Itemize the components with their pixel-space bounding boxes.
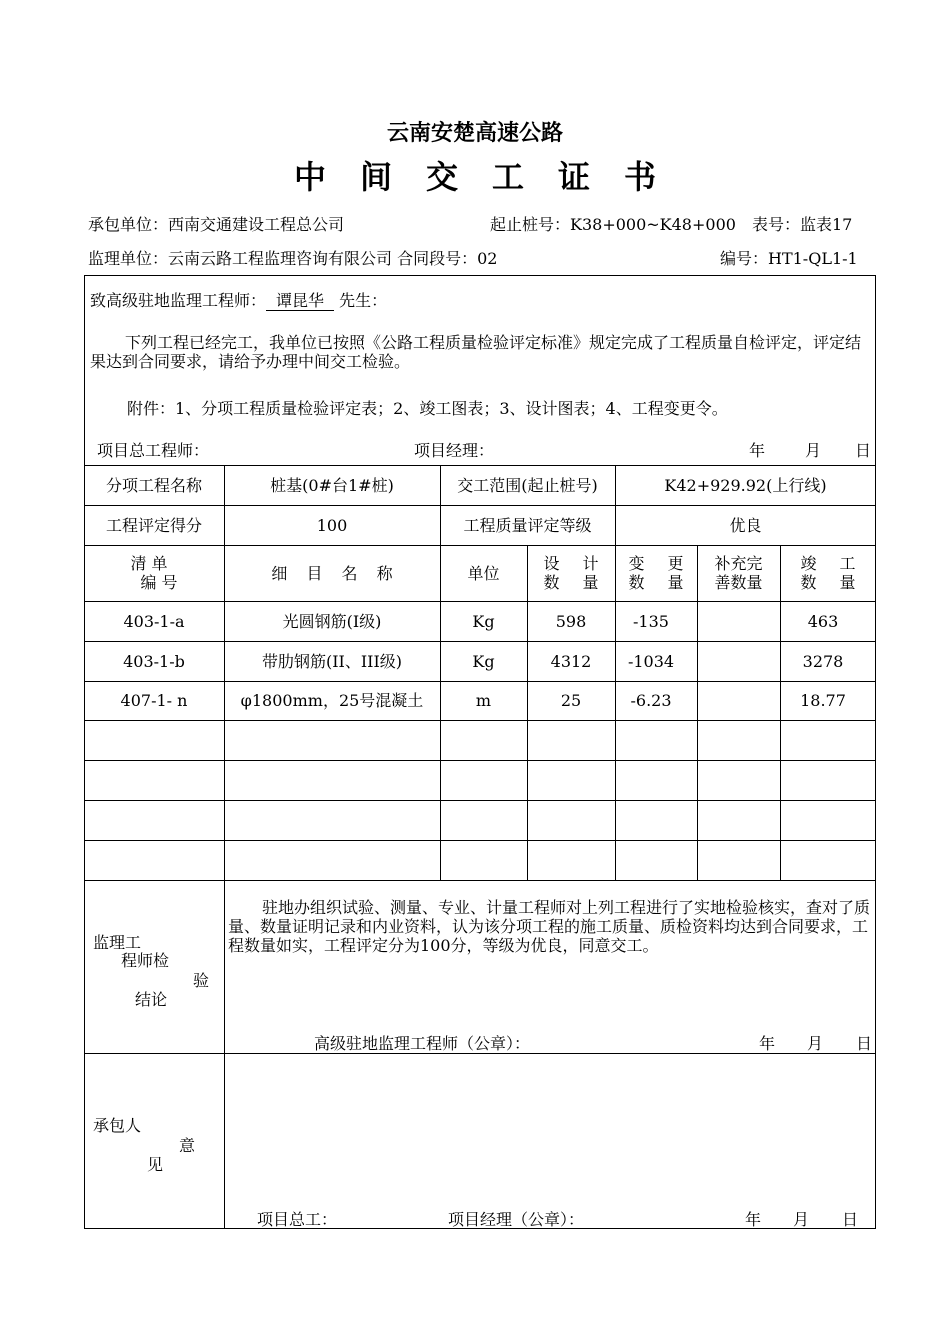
date-month: 月 — [805, 441, 822, 460]
row1-final: 463 — [807, 611, 839, 631]
contractor-date-day: 日 — [842, 1210, 859, 1229]
supervision-date-day: 日 — [856, 1034, 873, 1053]
grade-value: 优良 — [729, 515, 762, 535]
chief-engineer-label: 项目总工程师： — [97, 441, 210, 460]
row2-change: -1034 — [627, 651, 675, 671]
row2-design: 4312 — [550, 651, 592, 671]
divider — [84, 760, 876, 761]
col-header-code: 清 单 编 号 — [130, 554, 178, 592]
supervisor-unit: 监理单位：云南云路工程监理咨询有限公司 合同段号：02 — [88, 249, 498, 268]
row2-final: 3278 — [802, 651, 844, 671]
range-value: K42+929.92(上行线) — [664, 475, 827, 495]
supervision-label-1: 监理工 — [93, 933, 142, 952]
divider — [84, 880, 876, 881]
salutation — [90, 288, 387, 311]
stake-range: 起止桩号：K38+000~K48+000 — [490, 215, 736, 234]
row1-code: 403-1-a — [123, 611, 185, 631]
col-header-change: 变 更 数 量 — [628, 554, 684, 592]
row3-supplement — [697, 681, 780, 720]
date-year: 年 — [749, 441, 766, 460]
row2-supplement — [697, 641, 780, 681]
salutation-suffix: 先生： — [339, 291, 388, 310]
col-header-unit: 单位 — [467, 563, 500, 583]
row3-name: φ1800mm，25号混凝土 — [240, 691, 424, 710]
col-header-design: 设 计 数 量 — [543, 554, 599, 592]
supervision-label-2: 程师检 — [121, 951, 170, 970]
row1-design: 598 — [555, 611, 587, 631]
supervision-body: 驻地办组织试验、测量、专业、计量工程师对上列工程进行了实地检验核实，查对了质量、数量证明记录和内业资料，认为该分项工程的施工质量、质检资料均达到合同要求，工程数量如实，工程评定分为100分，等级为优良，同意交工。 — [228, 898, 871, 955]
contractor-label-1: 承包人 — [93, 1116, 142, 1135]
salutation-prefix: 致高级驻地监理工程师： — [90, 291, 267, 310]
row3-change: -6.23 — [630, 691, 672, 710]
supervision-signer: 高级驻地监理工程师（公章）： — [314, 1034, 531, 1053]
divider — [84, 840, 876, 841]
row2-unit: Kg — [472, 651, 495, 671]
row3-final: 18.77 — [800, 691, 846, 710]
supervision-date-year: 年 — [759, 1034, 776, 1053]
certificate-title: 中间交工证书 — [293, 158, 690, 196]
contractor-date-year: 年 — [745, 1210, 762, 1229]
row1-unit: Kg — [472, 611, 495, 631]
item-name-label: 分项工程名称 — [105, 475, 202, 495]
supervision-label-3: 验 — [193, 971, 210, 990]
page-title: 云南安楚高速公路 — [386, 120, 563, 146]
contractor-manager-label: 项目经理（公章）： — [448, 1210, 585, 1229]
row2-name: 带肋钢筋(II、III级) — [261, 651, 403, 671]
item-name-value: 桩基(0#台1#桩) — [270, 475, 394, 495]
col-header-name: 细 目 名 称 — [271, 563, 393, 583]
row1-change: -135 — [633, 611, 669, 631]
supervision-date-month: 月 — [807, 1034, 824, 1053]
supervision-label-4: 结论 — [135, 990, 168, 1009]
engineer-name: 谭昆华 — [266, 291, 334, 311]
letter-body: 下列工程已经完工，我单位已按照《公路工程质量检验评定标准》规定完成了工程质量自检评定，评定结果达到合同要求，请给予办理中间交工检验。 — [90, 333, 862, 371]
project-manager-label: 项目经理： — [414, 441, 495, 460]
divider — [84, 800, 876, 801]
serial-number: 编号：HT1-QL1-1 — [720, 249, 858, 268]
divider — [84, 720, 876, 721]
col-header-supplement: 补充完 善数量 — [714, 554, 763, 592]
row3-code: 407-1- n — [120, 691, 188, 710]
contractor-label-3: 见 — [147, 1155, 164, 1174]
row3-unit: m — [475, 691, 492, 710]
row1-supplement — [697, 601, 780, 641]
row3-design: 25 — [560, 691, 582, 710]
col-header-final: 竣 工 数 量 — [800, 554, 856, 592]
grade-label: 工程质量评定等级 — [463, 515, 592, 535]
date-day: 日 — [855, 441, 872, 460]
contractor-label-2: 意 — [179, 1136, 196, 1155]
contractor-chief-label: 项目总工： — [257, 1210, 338, 1229]
score-value: 100 — [316, 515, 348, 535]
row2-code: 403-1-b — [123, 651, 185, 671]
range-label: 交工范围(起止桩号) — [457, 475, 598, 495]
contractor-date-month: 月 — [793, 1210, 810, 1229]
form-number: 表号：监表17 — [752, 215, 853, 234]
row1-name: 光圆钢筋(I级) — [282, 611, 382, 631]
score-label: 工程评定得分 — [105, 515, 202, 535]
contractor-unit: 承包单位：西南交通建设工程总公司 — [88, 215, 345, 234]
attachments: 附件：1、分项工程质量检验评定表；2、竣工图表；3、设计图表；4、工程变更令。 — [127, 399, 728, 418]
